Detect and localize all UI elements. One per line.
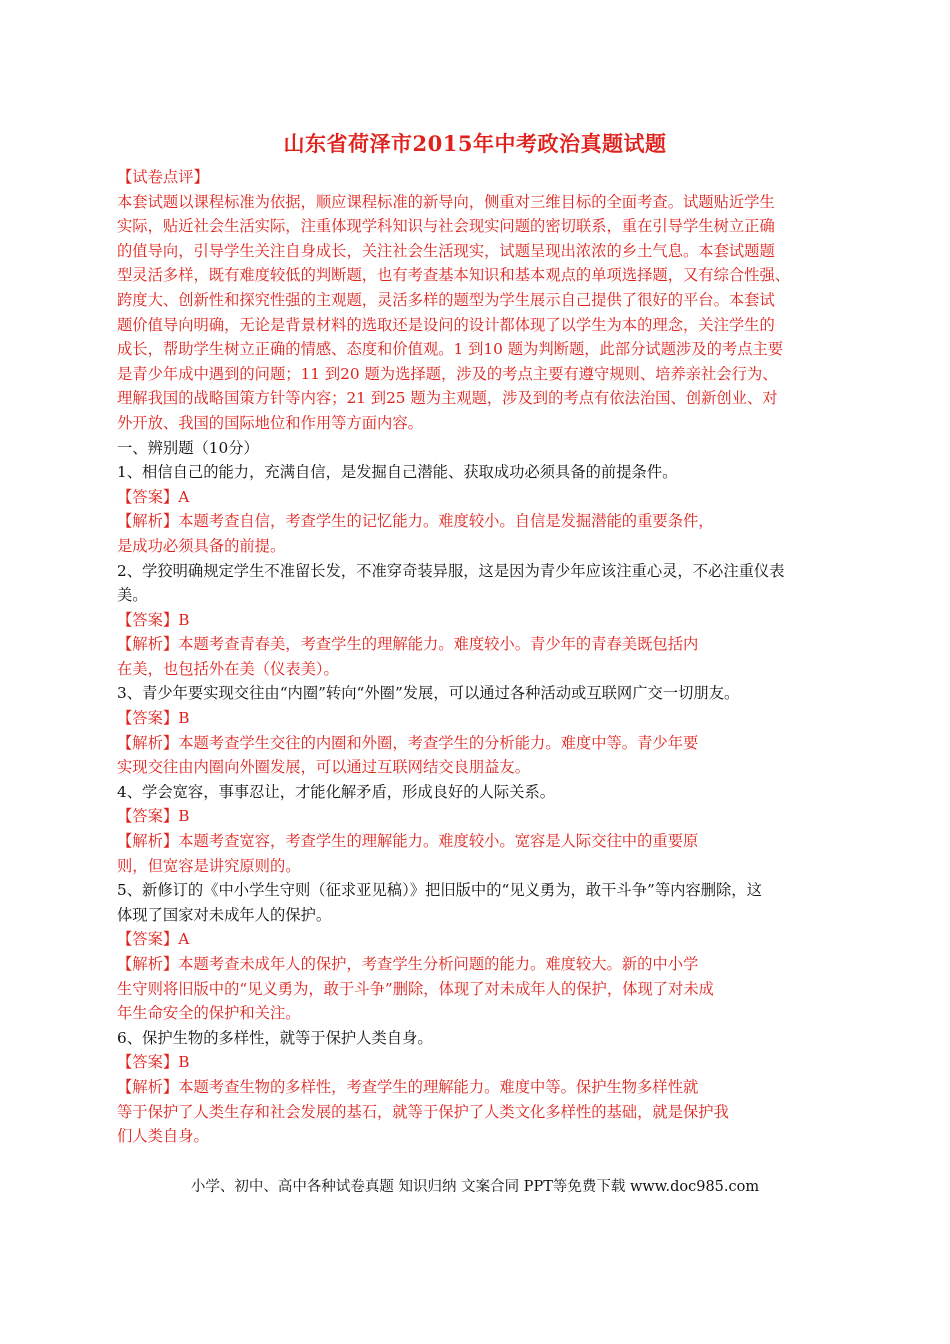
review-line: 是青少年成中遇到的问题；11 到20 题为选择题，涉及的考点主要有遵守规则、培养亲社会行为、 bbox=[117, 364, 778, 383]
analysis-line: 【解析】本题考查青春美，考查学生的理解能力。难度较小。青少年的青春美既包括内 bbox=[117, 635, 699, 654]
analysis-line: 【解析】本题考查自信，考查学生的记忆能力。难度较小。自信是发掘潜能的重要条件， bbox=[117, 512, 714, 531]
analysis-line: 们人类自身。 bbox=[117, 1127, 209, 1146]
review-line: 跨度大、创新性和探究性强的主观题，灵活多样的题型为学生展示自己提供了很好的平台。本套试 bbox=[117, 290, 775, 309]
analysis-line: 生守则将旧版中的“见义勇为，敢于斗争”删除，体现了对未成年人的保护，体现了对未成 bbox=[117, 979, 714, 998]
question-item bbox=[117, 681, 857, 779]
question-item bbox=[117, 460, 857, 558]
page-footer: 小学、初中、高中各种试卷真题 知识归纳 文案合同 PPT等免费下载 www.doc985.com bbox=[190, 1179, 760, 1195]
question-item bbox=[117, 1026, 857, 1149]
question-text: 体现了国家对未成年人的保护。 bbox=[117, 905, 332, 924]
analysis-line: 【解析】本题考查未成年人的保护，考查学生分析问题的能力。难度较大。新的中小学 bbox=[117, 955, 699, 973]
answer-line: 【答案】A bbox=[117, 487, 190, 506]
review-line: 本套试题以课程标准为依据，顺应课程标准的新导向，侧重对三维目标的全面考查。试题贴近学生 bbox=[117, 192, 775, 211]
analysis-line: 【解析】本题考查生物的多样性，考查学生的理解能力。难度中等。保护生物多样性就 bbox=[117, 1077, 699, 1096]
question-text: 3、青少年要实现交往由“内圈”转向“外圈”发展，可以通过各种活动或互联网广交一切朋友。 bbox=[117, 684, 740, 703]
review-line: 理解我国的战略国策方针等内容；21 到25 题为主观题，涉及到的考点有依法治国、创新创业、对 bbox=[117, 389, 778, 408]
analysis-line: 年生命安全的保护和关注。 bbox=[117, 1004, 301, 1023]
review-line: 题价值导向明确，无论是背景材料的选取还是设问的设计都体现了以学生为本的理念，关注学生的 bbox=[117, 315, 775, 334]
analysis-line: 【解析】本题考查学生交往的内圈和外圈，考查学生的分析能力。难度中等。青少年要 bbox=[117, 733, 699, 752]
answer-line: 【答案】B bbox=[117, 807, 190, 826]
review-line: 外开放、我国的国际地位和作用等方面内容。 bbox=[117, 413, 423, 432]
question-list bbox=[117, 460, 857, 1149]
review-line: 实际，贴近社会生活实际，注重体现学科知识与社会现实问题的密切联系，重在引导学生树立正确 bbox=[117, 217, 775, 236]
question-text: 6、保护生物的多样性，就等于保护人类自身。 bbox=[117, 1028, 433, 1047]
analysis-line: 是成功必须具备的前提。 bbox=[117, 536, 286, 555]
question-text: 5、新修订的《中小学生守则（征求亚见稿）》把旧版中的“见义勇为，敢干斗争”等内容删除，这 bbox=[117, 881, 762, 900]
analysis-line: 【解析】本题考查宽容，考查学生的理解能力。难度较小。宽容是人际交往中的重要原 bbox=[117, 832, 699, 851]
document-body bbox=[117, 165, 857, 1149]
question-item bbox=[117, 559, 857, 682]
analysis-line: 实现交往由内圈向外圈发展，可以通过互联网结交良朋益友。 bbox=[117, 758, 531, 777]
answer-line: 【答案】A bbox=[117, 930, 190, 949]
review-line: 的值导向，引导学生关注自身成长，关注社会生活现实，试题呈现出浓浓的乡土气息。本套试题题 bbox=[117, 241, 775, 260]
question-item bbox=[117, 878, 857, 1026]
review-heading: 【试卷点评】 bbox=[117, 168, 209, 186]
analysis-line: 在美，也包括外在美（仪表美）。 bbox=[117, 659, 339, 678]
analysis-line: 等于保护了人类生存和社会发展的基石，就等于保护了人类文化多样性的基础，就是保护我 bbox=[117, 1102, 729, 1121]
answer-line: 【答案】B bbox=[117, 1053, 190, 1072]
question-text: 4、学会宽容，事事忍让，才能化解矛盾，形成良好的人际关系。 bbox=[117, 782, 556, 801]
review-line: 成长，帮助学生树立正确的情感、态度和价值观。1 到10 题为判断题，此部分试题涉及的考点主要 bbox=[117, 340, 784, 359]
question-item bbox=[117, 780, 857, 878]
answer-line: 【答案】B bbox=[117, 709, 190, 728]
page-title: 山东省荷泽市2015年中考政治真题试题 bbox=[283, 131, 667, 156]
question-text: 美。 bbox=[117, 586, 148, 605]
question-text: 1、相信自己的能力，充满自信，是发掘自己潜能、获取成功必须具备的前提条件。 bbox=[117, 463, 678, 482]
answer-line: 【答案】B bbox=[117, 610, 190, 629]
question-text: 2、学狡明确规定学生不准留长发，不准穿奇装异服，这是因为青少年应该注重心灵，不必注重仪表 bbox=[117, 561, 785, 580]
review-paragraph bbox=[117, 190, 857, 436]
section-heading: 一、辨别题（10分） bbox=[117, 438, 259, 457]
review-line: 型灵活多样，既有难度较低的判断题，也有考查基本知识和基本观点的单项选择题，又有综合性强、 bbox=[117, 266, 791, 285]
analysis-line: 则，但宽容是讲究原则的。 bbox=[117, 856, 301, 875]
